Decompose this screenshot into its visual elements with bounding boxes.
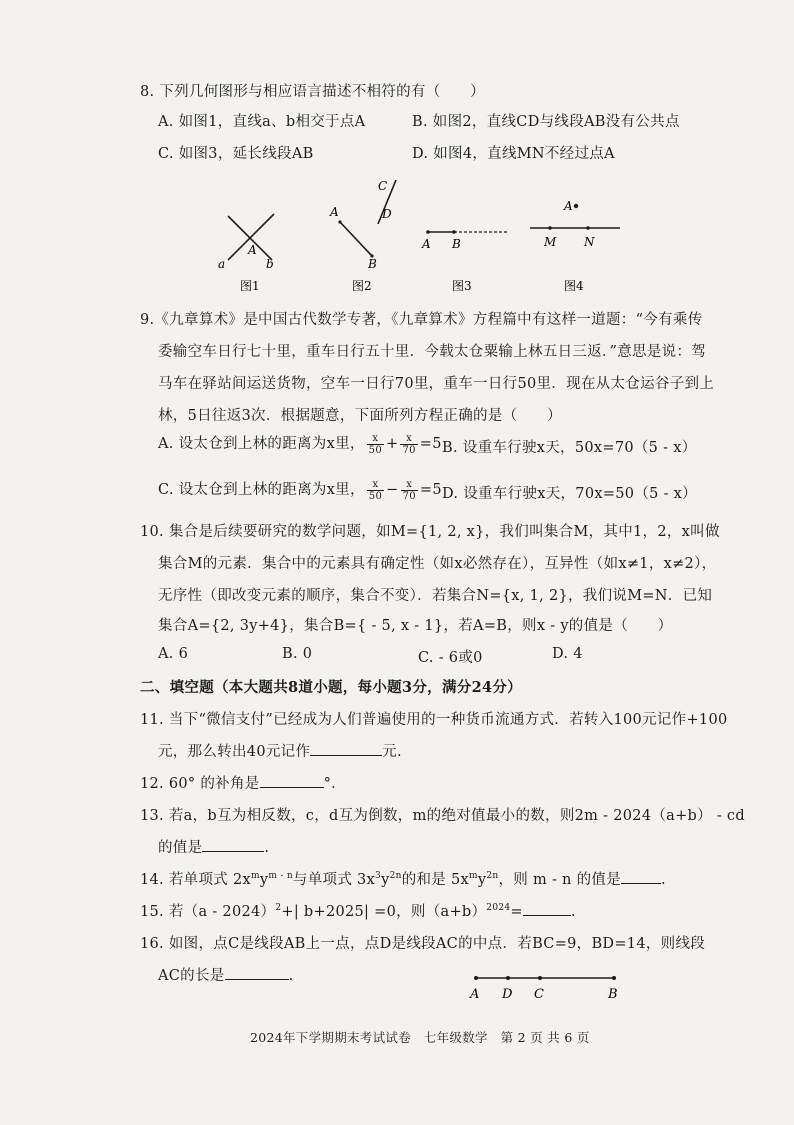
q13-answer-blank[interactable] — [202, 837, 264, 852]
page-footer: 2024年下学期期末考试试卷 七年级数学 第 2 页 共 6 页 — [250, 1030, 590, 1045]
fraction-x-70: $\frac{x}{70}$ — [402, 478, 416, 502]
q12-line: 12. 60° 的补角是 °． — [140, 772, 346, 793]
q11-line-2: 元，那么转出40元记作 元. — [158, 740, 402, 761]
q9-option-a-text: A. 设太仓到上林的距离为x里， — [158, 436, 365, 452]
q10-option-b: B. 0 — [282, 646, 313, 662]
q9-line-3: 马车在驿站间运送货物，空车一日行70里，重车一日行50里．现在从太仓运谷子到上 — [158, 376, 715, 392]
figure-2 — [329, 179, 396, 293]
fraction-x-50: $\frac{x}{50}$ — [368, 478, 383, 502]
q10-option-c: C. - 6或0 — [418, 650, 483, 666]
fig4-label-N: N — [584, 235, 595, 249]
q8-option-b: B. 如图2，直线CD与线段AB没有公共点 — [412, 114, 680, 130]
q9-line-4: 林，5日往返3次．根据题意，下面所列方程正确的是（ ） — [158, 408, 562, 424]
q15-line: 15. 若（a - 2024）$^2$+| b+2025| =0，则$(a+b)^{2024}=$ . — [140, 900, 576, 921]
q9-option-c-text: C. 设太仓到上林的距离为x里， — [158, 482, 365, 498]
fig1-label-a: a — [218, 257, 226, 271]
figure-1 — [218, 214, 274, 293]
figure-4 — [530, 199, 620, 293]
q8-stem: 8. 下列几何图形与相应语言描述不相符的有（ ） — [140, 84, 485, 100]
q16-line-2: AC的长是 . — [158, 964, 294, 985]
fig4-label-A: A — [564, 199, 573, 213]
fig2-caption: 图2 — [352, 279, 372, 293]
q16-label-A: A — [470, 987, 480, 1002]
q9-option-a: A. 设太仓到上林的距离为x里， $\frac{x}{50}$ + $\frac{x}{70}$ =5 — [158, 432, 442, 456]
q9-option-b: B. 设重车行驶x天，50x=70（5 - x） — [442, 440, 697, 456]
q10-line-1: 10. 集合是后续要研究的数学问题，如M={1, 2, x}，我们叫集合M，其中1，2，x叫做 — [140, 524, 720, 540]
fig2-label-B: B — [368, 257, 377, 271]
q9-line-2: 委输空车日行七十里，重车日行五十里．今载太仓粟输上林五日三返．”意思是说：驾 — [158, 344, 707, 360]
q16-label-B: B — [608, 987, 618, 1002]
q16-answer-blank[interactable] — [225, 965, 289, 980]
q16-line-1: 16. 如图，点C是线段AB上一点，点D是线段AC的中点．若BC=9，BD=14，则线段 — [140, 936, 706, 952]
q16-label-D: D — [502, 987, 513, 1002]
q13-line-2: 的值是 . — [158, 836, 269, 857]
figure-3 — [421, 230, 508, 293]
q11-line-1: 11. 当下“微信支付”已经成为人们普遍使用的一种货币流通方式．若转入100元记作+100 — [140, 712, 728, 728]
fig2-label-C: C — [378, 179, 388, 193]
q12-answer-blank[interactable] — [260, 773, 324, 788]
fig4-label-M: M — [544, 235, 557, 249]
q8-option-a: A. 如图1，直线a、b相交于点A — [158, 114, 366, 130]
q10-line-2: 集合M的元素．集合中的元素具有确定性（如x必然存在），互异性（如x≠1，x≠2）， — [158, 556, 717, 572]
fig4-caption: 图4 — [564, 279, 584, 293]
q10-line-4: 集合A={2, 3y+4}，集合B={ - 5, x - 1}，若A=B，则x - y的值是（ ） — [158, 618, 673, 634]
q10-line-3: 无序性（即改变元素的顺序，集合不变）．若集合N={x, 1, 2}，我们说M=N．已知 — [158, 588, 713, 604]
q9-option-d: D. 设重车行驶x天，70x=50（5 - x） — [442, 486, 697, 502]
q14-answer-blank[interactable] — [621, 869, 661, 884]
q8-option-c: C. 如图3，延长线段AB — [158, 146, 314, 162]
q8-option-d: D. 如图4，直线MN不经过点A — [412, 146, 615, 162]
fig2-label-D: D — [382, 207, 392, 221]
fraction-x-70: $\frac{x}{70}$ — [402, 432, 416, 456]
q10-option-a: A. 6 — [158, 646, 189, 662]
q16-figure — [462, 968, 632, 1004]
q10-option-d: D. 4 — [552, 646, 583, 662]
q14-line: 14. 若单项式 $2x^my^{m - n}$与单项式 $3x^3y^{2n}$的和是 $5x^my^{2n}$，则 m - n 的值是 . — [140, 868, 666, 889]
q13-line-1: 13. 若a，b互为相反数，c，d互为倒数，m的绝对值最小的数，则2m - 2024（a+b） - cd — [140, 808, 745, 824]
fig1-label-b: b — [266, 257, 274, 271]
fig1-caption: 图1 — [240, 279, 260, 293]
section-2-heading: 二、填空题（本大题共8道小题，每小题3分，满分24分） — [140, 679, 522, 696]
q11-answer-blank[interactable] — [310, 741, 382, 756]
q15-answer-blank[interactable] — [523, 901, 571, 916]
fig2-label-A: A — [330, 205, 339, 219]
fig3-label-A: A — [422, 237, 431, 251]
q16-label-C: C — [534, 987, 544, 1002]
fig1-label-A: A — [248, 243, 257, 257]
fig3-caption: 图3 — [452, 279, 472, 293]
q9-line-1: 9.《九章算术》是中国古代数学专著，《九章算术》方程篇中有这样一道题：“今有乘传 — [140, 312, 703, 328]
fraction-x-50: $\frac{x}{50}$ — [368, 432, 382, 456]
q8-figures — [200, 168, 640, 300]
q9-option-c: C. 设太仓到上林的距离为x里， $\frac{x}{50}$ − $\frac{x}{70}$ =5 — [158, 478, 442, 502]
fig3-label-B: B — [452, 237, 461, 251]
